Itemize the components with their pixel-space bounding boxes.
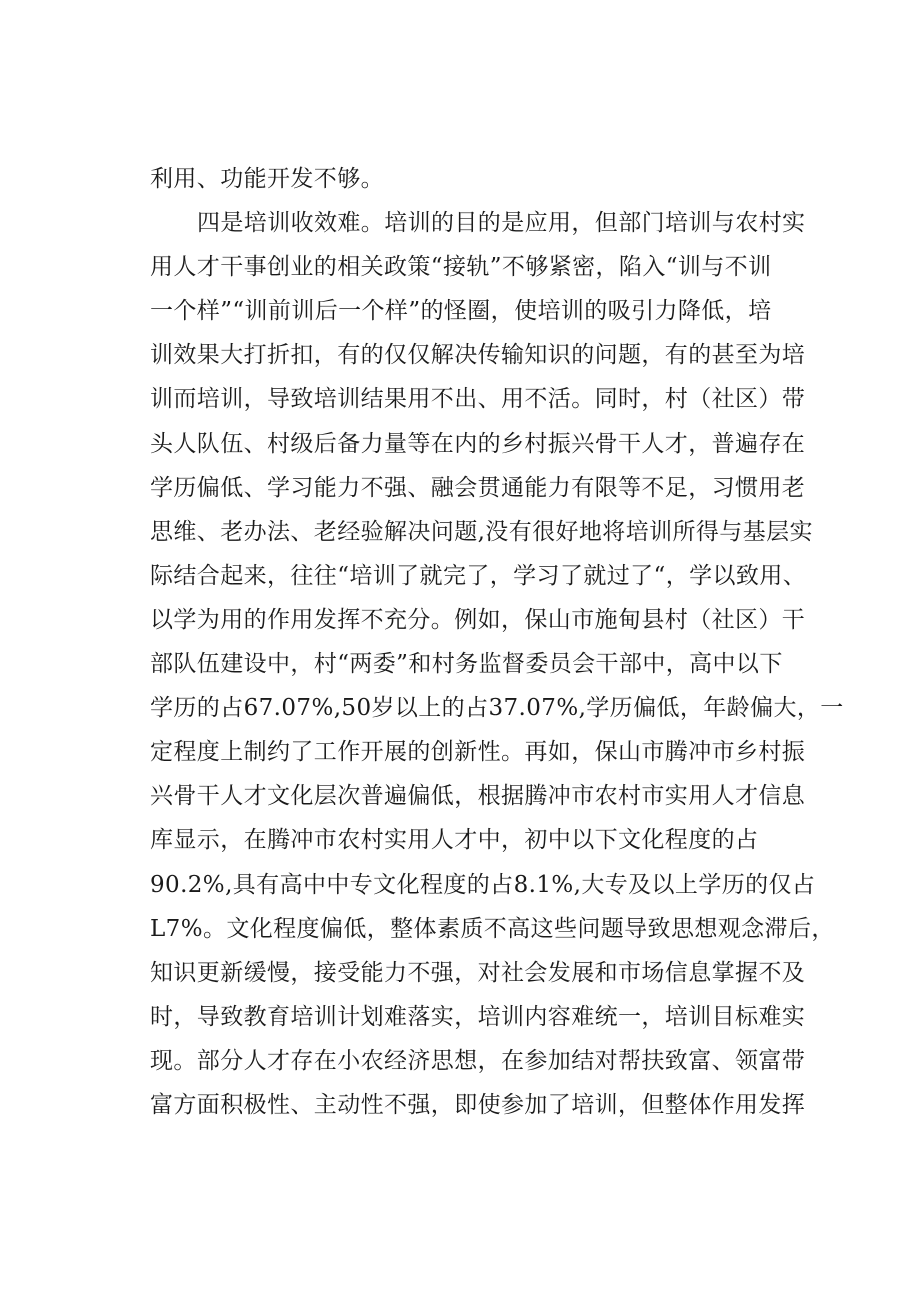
text-line: 训而培训，导致培训结果用不出、用不活。同时，村（社区）带 (150, 386, 806, 413)
text-line: 定程度上制约了工作开展的创新性。再如，保山市腾冲市乡村振 (150, 739, 806, 766)
text-line: 以学为用的作用发挥不充分。例如，保山市施甸县村（社区）干 (150, 606, 806, 633)
paragraph-start-line: 四是培训收效难。培训的目的是应用，但部门培训与农村实 (197, 210, 806, 237)
text-line: 库显示，在腾冲市农村实用人才中，初中以下文化程度的占 (150, 827, 759, 854)
text-line: 头人队伍、村级后备力量等在内的乡村振兴骨干人才，普遍存在 (150, 430, 806, 457)
text-line: 训效果大打折扣，有的仅仅解决传输知识的问题，有的甚至为培 (150, 342, 806, 369)
text-line: 利用、功能开发不够。 (150, 166, 384, 192)
text-line: 学历的占67.07%,50岁以上的占37.07%,学历偏低，年龄偏大，一 (150, 695, 844, 722)
text-line: 一个样”“训前训后一个样”的怪圈，使培训的吸引力降低，培 (150, 298, 772, 325)
text-line: 部队伍建设中，村“两委”和村务监督委员会干部中，高中以下 (150, 651, 783, 678)
text-line: 时，导致教育培训计划难落实，培训内容难统一，培训目标难实 (150, 1003, 806, 1030)
text-line: 90.2%,具有高中中专文化程度的占8.1%,大专及以上学历的仅占 (150, 871, 816, 898)
text-line: 思维、老办法、老经验解决问题,没有很好地将培训所得与基层实 (150, 518, 813, 545)
body-text (150, 157, 844, 1127)
text-line: L7%。文化程度偏低，整体素质不高这些问题导致思想观念滞后， (150, 915, 835, 942)
text-line: 富方面积极性、主动性不强，即使参加了培训，但整体作用发挥 (150, 1091, 806, 1118)
text-line: 学历偏低、学习能力不强、融会贯通能力有限等不足，习惯用老 (150, 474, 806, 501)
text-line: 兴骨干人才文化层次普遍偏低，根据腾冲市农村市实用人才信息 (150, 783, 806, 810)
text-line: 现。部分人才存在小农经济思想，在参加结对帮扶致富、领富带 (150, 1047, 806, 1074)
text-line: 用人才干事创业的相关政策“接轨”不够紧密，陷入“训与不训 (150, 254, 772, 281)
text-line: 知识更新缓慢，接受能力不强，对社会发展和市场信息掌握不及 (150, 959, 806, 986)
text-line: 际结合起来，往往“培训了就完了，学习了就过了“，学以致用、 (150, 562, 807, 589)
